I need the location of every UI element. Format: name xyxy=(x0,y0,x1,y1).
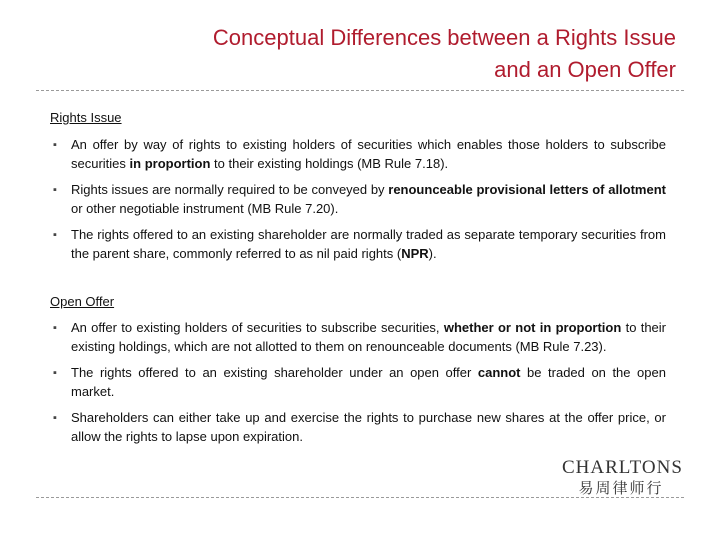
text: An offer to existing holders of securities to subscribe securities, xyxy=(71,320,444,335)
logo-name: CHARLTONS xyxy=(562,457,683,478)
title-line-1: Conceptual Differences between a Rights Issue xyxy=(212,25,676,50)
bottom-divider xyxy=(36,497,684,498)
text: to their existing holdings (MB Rule 7.18). xyxy=(210,155,449,171)
bullet-icon: ▪ xyxy=(53,229,57,241)
text: The rights offered to an existing shareholder under an open offer xyxy=(71,365,478,380)
open-offer-item xyxy=(50,409,666,446)
text: ). xyxy=(428,245,437,261)
logo-chinese-name: 易周律师行 xyxy=(578,479,664,497)
text: or other negotiable instrument (MB Rule 7.20). xyxy=(71,200,339,216)
bold-text: in proportion xyxy=(129,155,211,171)
open-offer-list xyxy=(50,319,666,454)
bullet-icon: ▪ xyxy=(53,184,57,196)
bullet-icon: ▪ xyxy=(53,412,57,424)
rights-issue-item xyxy=(50,181,666,218)
text: Shareholders can either take up and exercise the rights to purchase new shares at the offer price, or allow the rights to lapse upon expiration. xyxy=(71,410,666,444)
top-divider xyxy=(36,90,684,91)
rights-issue-heading: Rights Issue xyxy=(50,110,122,125)
text: An offer by way of rights to existing holders of securities which enables those holders to subscribe securities xyxy=(71,137,666,171)
bullet-icon: ▪ xyxy=(53,322,57,334)
charltons-logo xyxy=(562,457,683,498)
bullet-icon: ▪ xyxy=(53,139,57,151)
text: to their existing holdings, which are not allotted to them on renounceable documents (MB Rule 7.23). xyxy=(71,320,666,354)
page-title xyxy=(213,22,676,86)
open-offer-item xyxy=(50,319,666,356)
rights-issue-item xyxy=(50,136,666,173)
bold-text: whether or not in proportion xyxy=(443,320,622,335)
title-line-2: and an Open Offer xyxy=(494,57,676,82)
text: be traded on the open market. xyxy=(71,365,666,399)
open-offer-item xyxy=(50,364,666,401)
text: Rights issues are normally required to be conveyed by xyxy=(71,182,389,197)
rights-issue-list xyxy=(50,136,666,271)
rights-issue-item xyxy=(50,226,666,263)
bold-text: renounceable provisional letters of allotment xyxy=(388,182,666,197)
open-offer-heading: Open Offer xyxy=(50,294,115,309)
bold-text: cannot xyxy=(477,365,521,380)
text: The rights offered to an existing shareholder are normally traded as separate temporary securities from the parent share, commonly referred to as nil paid rights ( xyxy=(71,227,666,261)
bold-text: NPR xyxy=(401,245,429,261)
bullet-icon: ▪ xyxy=(53,367,57,379)
